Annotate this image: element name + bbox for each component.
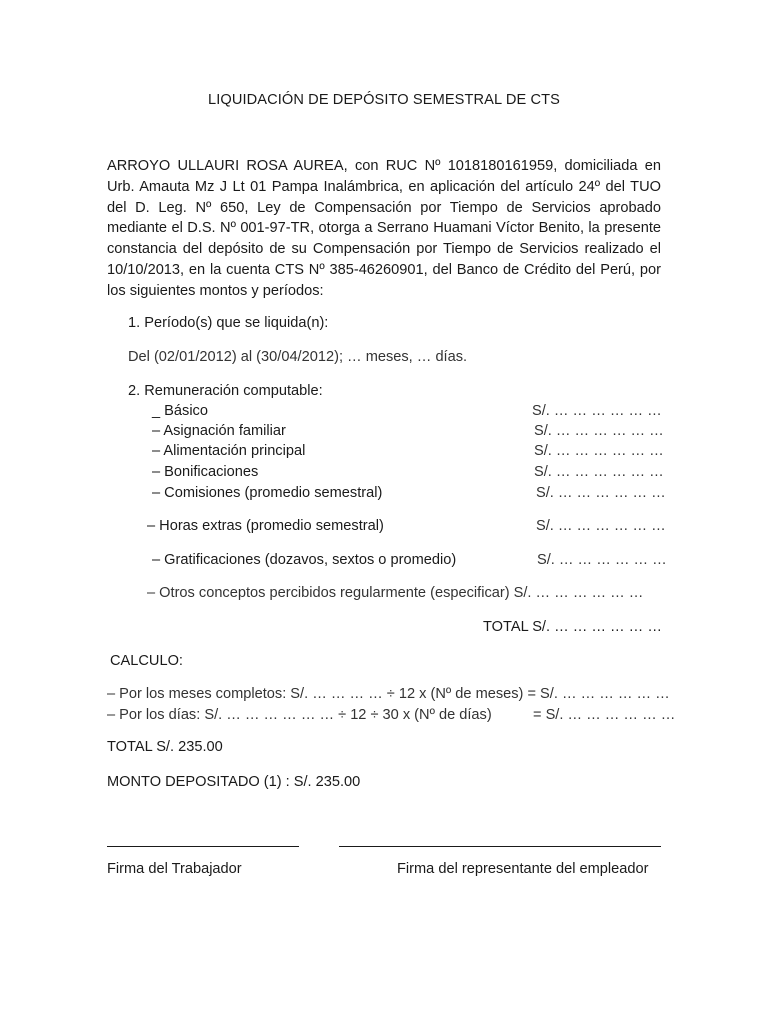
item-bonificaciones-label: – Bonificaciones [152,464,259,480]
item-alimentacion-amount: S/. … … … … … … [534,443,664,459]
signature-line-trabajador [107,846,299,847]
remuneracion-total: TOTAL S/. … … … … … … [483,619,662,635]
calculo-dias-result: = S/. … … … … … … [533,707,676,723]
item-asignacion-amount: S/. … … … … … … [534,423,664,439]
firma-trabajador-label: Firma del Trabajador [107,861,242,877]
total-amount: TOTAL S/. 235.00 [107,739,223,755]
item-basico-label: _ Básico [152,403,208,419]
document-title: LIQUIDACIÓN DE DEPÓSITO SEMESTRAL DE CTS [208,92,560,108]
item-bonificaciones-amount: S/. … … … … … … [534,464,664,480]
intro-paragraph: ARROYO ULLAURI ROSA AUREA, con RUC Nº 1018180161959, domiciliada en Urb. Amauta Mz J Lt 01 Pampa Inalámbrica, en aplicación del artículo 24º del TUO del D. Leg. Nº 650, Ley de Compensación por Tiempo de Servicios aprobado mediante el D.S. Nº 001-97-TR, otorga a Serrano Huamani Víctor Benito, la presente constancia del depósito de su Compensación por Tiempo de Servicios realizado el 10/10/2013, en la cuenta CTS Nº 385-46260901, del Banco de Crédito del Perú, por los siguientes montos y períodos: [107,158,661,299]
item-alimentacion-label: – Alimentación principal [152,443,306,459]
item-basico-amount: S/. … … … … … … [532,403,662,419]
remuneracion-heading: 2. Remuneración computable: [128,383,323,399]
item-otros-conceptos: – Otros conceptos percibidos regularmente (especificar) S/. … … … … … … [147,585,644,601]
periodo-detail: Del (02/01/2012) al (30/04/2012); … meses, … días. [128,349,468,365]
calculo-meses: – Por los meses completos: S/. … … … … ÷ 12 x (Nº de meses) = S/. … … … … … … [107,686,670,702]
periodo-heading: 1. Período(s) que se liquida(n): [128,315,329,331]
signature-line-empleador [339,846,661,847]
item-horas-extras-label: – Horas extras (promedio semestral) [147,518,384,534]
firma-empleador-label: Firma del representante del empleador [397,861,649,877]
item-comisiones-label: – Comisiones (promedio semestral) [152,485,383,501]
calculo-heading: CALCULO: [110,653,183,669]
item-comisiones-amount: S/. … … … … … … [536,485,666,501]
item-asignacion-label: – Asignación familiar [152,423,286,439]
item-gratificaciones-amount: S/. … … … … … … [537,552,667,568]
calculo-dias: – Por los días: S/. … … … … … … ÷ 12 ÷ 30 x (Nº de días) [107,707,492,723]
item-gratificaciones-label: – Gratificaciones (dozavos, sextos o promedio) [152,552,457,568]
item-horas-extras-amount: S/. … … … … … … [536,518,666,534]
monto-depositado: MONTO DEPOSITADO (1) : S/. 235.00 [107,774,361,790]
